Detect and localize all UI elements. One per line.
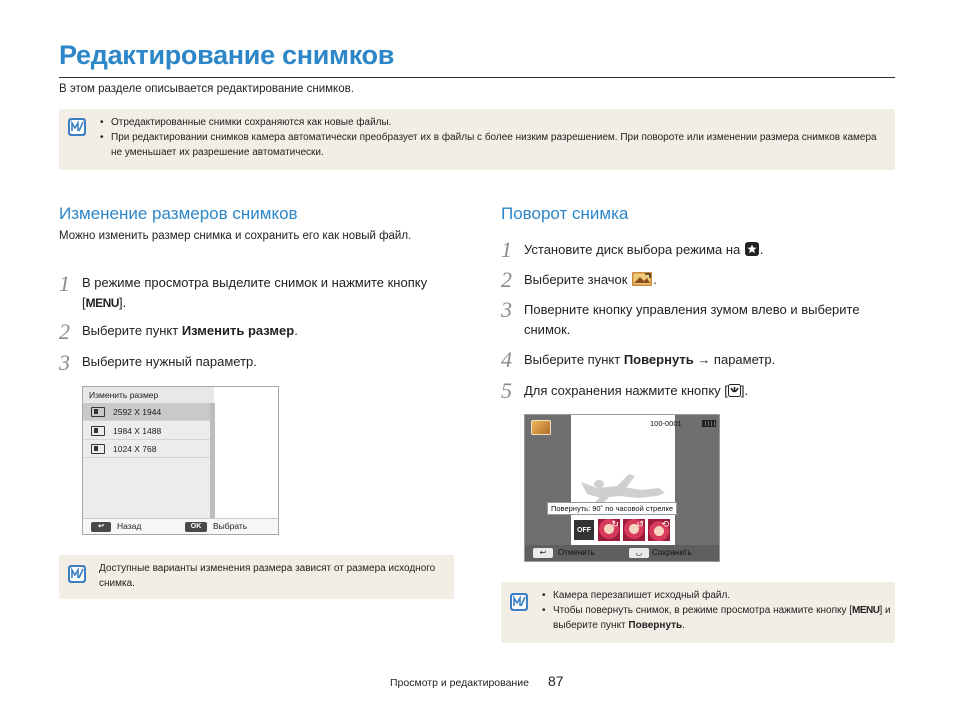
list-item: • При редактировании снимков камера автоматически преобразует их в файлы с более низким разрешением. При повороте или изменении размера снимков камера не уменьшает их разрешение автоматически. — [99, 130, 889, 160]
rotate-step-3: Поверните кнопку управления зумом влево и выберите снимок. — [524, 302, 860, 337]
scrollbar[interactable] — [210, 403, 215, 519]
size-option[interactable]: 2592 X 1944 — [83, 403, 210, 421]
rotate-mode-icon — [531, 420, 551, 435]
select-label: Выбрать — [213, 521, 248, 531]
step-number: 4 — [501, 347, 512, 372]
ok-button-icon[interactable]: ◡ — [629, 548, 649, 558]
title-divider — [59, 77, 895, 78]
intro-text: В этом разделе описывается редактирование снимков. — [59, 83, 354, 95]
ok-key[interactable]: OK — [185, 522, 207, 532]
back-label: Назад — [117, 521, 142, 531]
resize-step-1: В режиме просмотра выделите снимок и нажмите кнопку [MENU]. — [82, 275, 428, 310]
save-label: Сохранить — [652, 548, 692, 557]
resize-step-2: Выберите пункт Изменить размер. — [82, 323, 298, 338]
resize-note — [59, 555, 454, 599]
rotate-caption: Повернуть: 90˚ по часовой стрелке — [547, 502, 677, 515]
rotate-180-option[interactable] — [647, 518, 671, 542]
rotate-right-icon: ↻ — [611, 519, 619, 529]
rotate-photo-icon — [631, 271, 653, 287]
arrow-glyph: → — [697, 352, 711, 367]
resolution-icon — [91, 426, 105, 436]
rotate-screen — [524, 414, 720, 562]
rotate-180-icon: ⟲ — [661, 519, 669, 529]
step-number: 2 — [501, 267, 512, 292]
rotate-right-option[interactable] — [597, 518, 621, 542]
note-pencil-icon — [67, 117, 87, 137]
rotate-step-4: Выберите пункт Повернуть → параметр. — [524, 352, 776, 367]
top-note — [59, 109, 895, 170]
file-number: 100-0001 — [650, 419, 682, 428]
page-title: Редактирование снимков — [59, 40, 395, 70]
step-number: 1 — [501, 237, 512, 262]
resize-heading: Изменение размеров снимков — [59, 204, 298, 223]
note-pencil-icon — [509, 592, 529, 612]
back-arrow-icon[interactable]: ↩ — [91, 522, 111, 532]
resize-step-3: Выберите нужный параметр. — [82, 354, 257, 369]
rotation-off-option[interactable]: OFF — [572, 518, 596, 542]
step-number: 2 — [59, 319, 70, 344]
menu-key: MENU — [852, 605, 880, 616]
cancel-label: Отменить — [558, 548, 595, 557]
rotate-note — [501, 582, 895, 643]
list-item: • Чтобы повернуть снимок, в режиме просмотра нажмите кнопку [MENU] и выберите пункт Повернуть. — [541, 603, 891, 633]
screen-button-bar — [83, 518, 278, 534]
menu-key: MENU — [85, 296, 119, 310]
resize-screen — [82, 386, 279, 535]
list-item: • Камера перезапишет исходный файл. — [541, 588, 891, 603]
resolution-icon — [91, 407, 105, 417]
rotate-note-list — [541, 588, 891, 633]
page-number: 87 — [548, 673, 564, 689]
mode-dial-icon — [744, 241, 760, 257]
resize-description: Можно изменить размер снимка и сохранить его как новый файл. — [59, 230, 412, 242]
rotate-step-2: Выберите значок . — [524, 272, 657, 287]
step-number: 3 — [59, 350, 70, 375]
step-number: 5 — [501, 378, 512, 403]
rotate-heading: Поворот снимка — [501, 204, 629, 223]
top-note-list — [99, 115, 889, 160]
rotate-left-icon: ↺ — [636, 519, 644, 529]
screen-button-bar — [525, 545, 719, 561]
footer-section: Просмотр и редактирование — [390, 677, 529, 689]
list-item: • Отредактированные снимки сохраняются как новые файлы. — [99, 115, 889, 130]
ok-button-icon — [728, 384, 741, 397]
resolution-icon — [91, 444, 105, 454]
rotate-left-option[interactable] — [622, 518, 646, 542]
size-option[interactable]: 1024 X 768 — [83, 440, 210, 458]
size-option[interactable]: 1984 X 1488 — [83, 422, 210, 440]
resize-note-text: Доступные варианты изменения размера зависят от размера исходного снимка. — [99, 563, 436, 589]
screen-menu-title: Изменить размер — [83, 387, 214, 403]
rotate-step-5: Для сохранения нажмите кнопку [ ]. — [524, 383, 749, 398]
step-number: 3 — [501, 297, 512, 322]
battery-icon — [702, 420, 716, 427]
size-option-list — [83, 403, 210, 519]
back-arrow-icon[interactable]: ↩ — [533, 548, 553, 558]
rotate-step-1: Установите диск выбора режима на . — [524, 242, 764, 257]
note-pencil-icon — [67, 564, 87, 584]
step-number: 1 — [59, 271, 70, 296]
